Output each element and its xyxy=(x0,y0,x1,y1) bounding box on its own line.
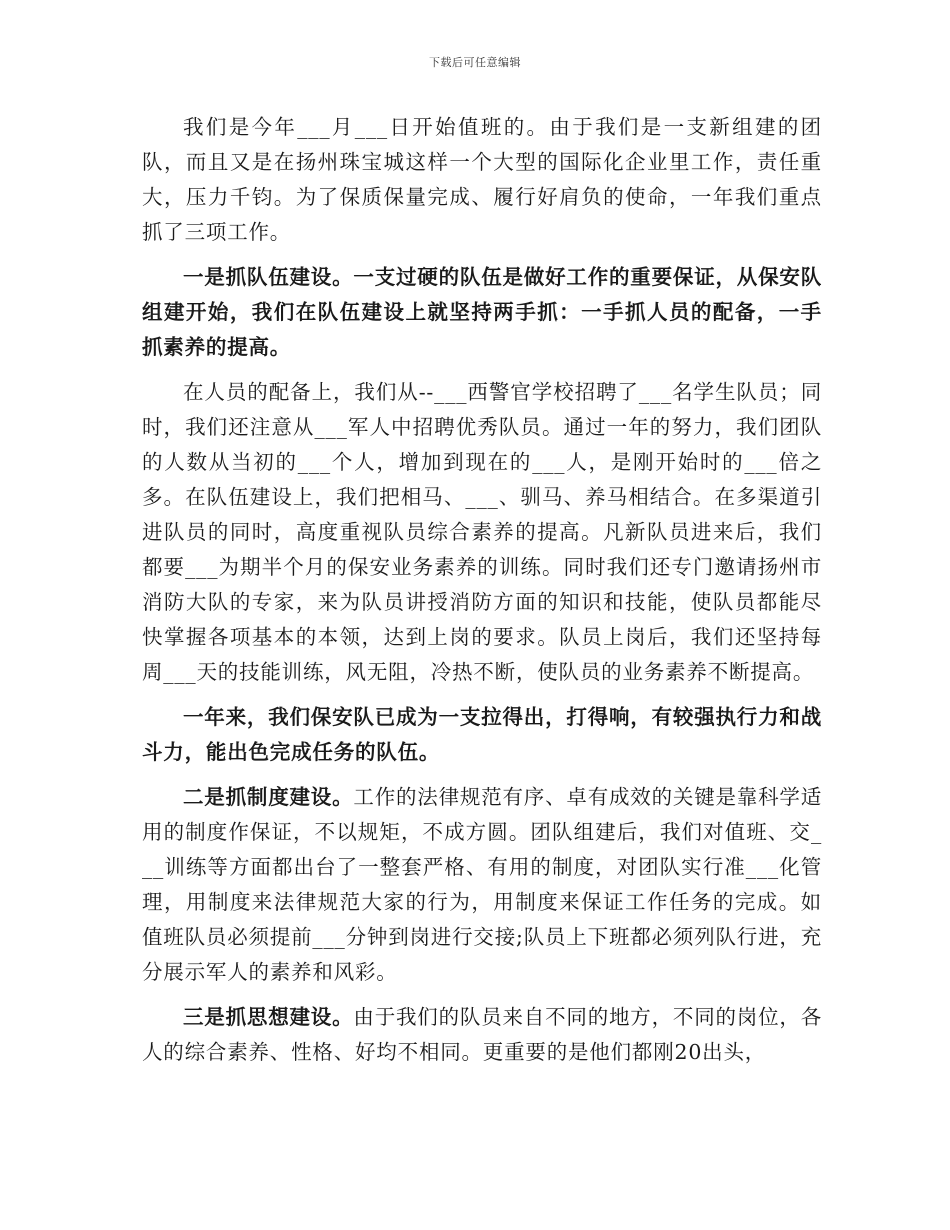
paragraph-lead: 一是抓队伍建设。一支过硬的队伍是做好工作的重要保证，从保安队组建开始，我们在队伍建设上就坚持两手抓：一手抓人员的配备，一手抓素养的提高。 xyxy=(142,265,822,359)
paragraph-text: 我们是今年___月___日开始值班的。由于我们是一支新组建的团队，而且又是在扬州珠宝城这样一个大型的国际化企业里工作，责任重大，压力千钧。为了保质保量完成、履行好肩负的使命，一年我们重点抓了三项工作。 xyxy=(142,115,822,244)
paragraph-text: 在人员的配备上，我们从--___西警官学校招聘了___名学生队员；同时，我们还注意从___军人中招聘优秀队员。通过一年的努力，我们团队的人数从当初的___个人，增加到现在的___人，是刚开始时的___倍之多。在队伍建设上，我们把相马、___、驯马、养马相结合。在多渠道引进队员的同时，高度重视队员综合素养的提高。凡新队员进来后，我们都要___为期半个月的保安业务素养的训练。同时我们还专门邀请扬州市消防大队的专家，来为队员讲授消防方面的知识和技能，使队员都能尽快掌握各项基本的本领，达到上岗的要求。队员上岗后，我们还坚持每周___天的技能训练，风无阻，冷热不断，使队员的业务素养不断提高。 xyxy=(142,380,822,684)
paragraph-lead: 二是抓制度建设。 xyxy=(183,785,354,809)
paragraph-lead: 三是抓思想建设。 xyxy=(183,1005,354,1029)
document-body xyxy=(142,110,822,1080)
paragraph-lead: 一年来，我们保安队已成为一支拉得出，打得响，有较强执行力和战斗力，能出色完成任务的队伍。 xyxy=(142,705,822,764)
paragraph-thought-building xyxy=(142,1000,822,1070)
paragraph-staffing xyxy=(142,375,822,690)
page-header: 下载后可任意编辑 xyxy=(429,56,521,69)
paragraph-team-building xyxy=(142,260,822,365)
paragraph-intro xyxy=(142,110,822,250)
paragraph-system-building xyxy=(142,780,822,990)
paragraph-text: 由于我们的队员来自不同的地方，不同的岗位，各人的综合素养、性格、好均不相同。更重要的是他们都刚20出头， xyxy=(142,1005,823,1064)
paragraph-summary xyxy=(142,700,822,770)
paragraph-text: 工作的法律规范有序、卓有成效的关键是靠科学适用的制度作保证，不以规矩，不成方圆。团队组建后，我们对值班、交___训练等方面都出台了一整套严格、有用的制度，对团队实行准___化管理，用制度来法律规范大家的行为，用制度来保证工作任务的完成。如值班队员必须提前___分钟到岗进行交接;队员上下班都必须列队行进，充分展示军人的素养和风彩。 xyxy=(142,785,823,984)
